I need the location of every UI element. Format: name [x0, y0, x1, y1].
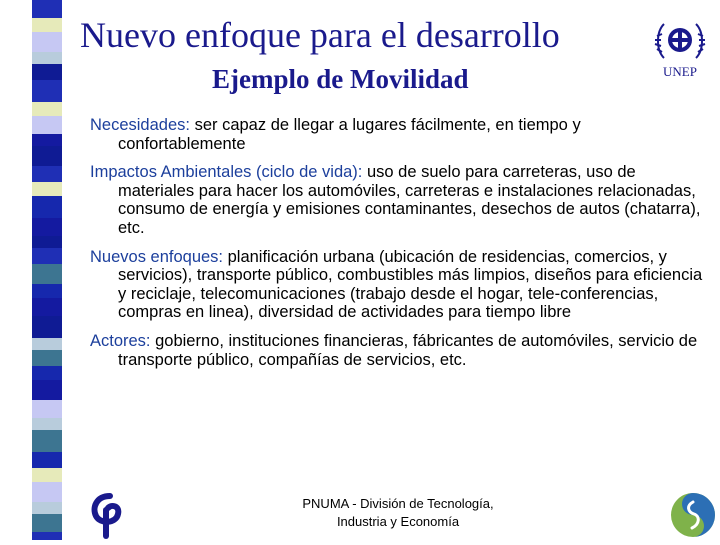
stripe-block	[32, 196, 62, 218]
unep-emblem-icon	[652, 18, 708, 80]
footer-line-2: Industria y Economía	[336, 514, 460, 529]
stripe-block	[32, 482, 62, 502]
stripe-block	[32, 64, 62, 80]
stripe-block	[32, 418, 62, 430]
stripe-block	[32, 32, 62, 52]
stripe-block	[32, 18, 62, 32]
slide-title: Nuevo enfoque para el desarrollo	[80, 15, 560, 55]
stripe-block	[32, 514, 62, 532]
stripe-block	[32, 134, 62, 146]
stripe-block	[32, 102, 62, 116]
paragraph-actores	[90, 332, 706, 369]
stripe-block	[32, 52, 62, 64]
stripe-block	[32, 218, 62, 236]
paragraph-keyword: Impactos Ambientales (ciclo de vida):	[90, 163, 363, 182]
stripe-block	[32, 236, 62, 248]
paragraph-keyword: Necesidades:	[90, 116, 190, 134]
paragraph-text: ser capaz de llegar a lugares fácilmente, en tiempo y confortablemente	[118, 116, 581, 153]
paragraph-keyword: Nuevos enfoques:	[90, 247, 224, 266]
stripe-block	[32, 316, 62, 338]
paragraph-keyword: Actores:	[90, 331, 151, 350]
paragraph-nuevos-enfoques	[90, 248, 706, 322]
stripe-block	[32, 146, 62, 166]
stripe-block	[32, 366, 62, 380]
slide-body	[90, 116, 706, 379]
stripe-block	[32, 502, 62, 514]
paragraph-text: planificación urbana (ubicación de residencias, comercios, y servicios), transporte público, combustibles más limpios, diseños para eficiencia y reciclaje, telecomunicaciones (trabajo desde el hogar, tele-conferencias, compras en linea), diversidad de actividades para tiempo libre	[118, 247, 703, 322]
stripe-block	[32, 80, 62, 102]
stripe-block	[32, 350, 62, 366]
slide-subtitle: Ejemplo de Movilidad	[212, 64, 469, 94]
stripe-block	[32, 182, 62, 196]
stripe-block	[32, 284, 62, 298]
stripe-block	[32, 452, 62, 468]
stripe-block	[32, 532, 62, 540]
cp-swirl-icon	[86, 490, 128, 540]
stripe-block	[32, 116, 62, 134]
decorative-color-stripe	[32, 0, 62, 540]
paragraph-necesidades	[90, 116, 706, 153]
stripe-block	[32, 248, 62, 264]
stripe-block	[32, 338, 62, 350]
paragraph-impactos	[90, 163, 706, 237]
footer-line-1: PNUMA - División de Tecnología,	[302, 496, 494, 511]
footer-credit	[268, 495, 528, 531]
stripe-block	[32, 468, 62, 482]
stripe-block	[32, 166, 62, 182]
stripe-block	[32, 380, 62, 400]
stripe-block	[32, 298, 62, 316]
paragraph-text: uso de suelo para carreteras, uso de materiales para hacer los automóviles, carreteras e instalaciones relacionadas, consumo de energía y emisiones contaminantes, desechos de autos (chatarra), etc.	[118, 163, 701, 237]
globe-swirl-icon	[666, 490, 720, 540]
unep-logo-text: UNEP	[663, 64, 697, 79]
stripe-block	[32, 430, 62, 452]
stripe-block	[32, 264, 62, 284]
stripe-block	[32, 0, 62, 18]
stripe-block	[32, 400, 62, 418]
paragraph-text: gobierno, instituciones financieras, fábricantes de automóviles, servicio de transporte público, compañías de servicios, etc.	[118, 331, 698, 369]
